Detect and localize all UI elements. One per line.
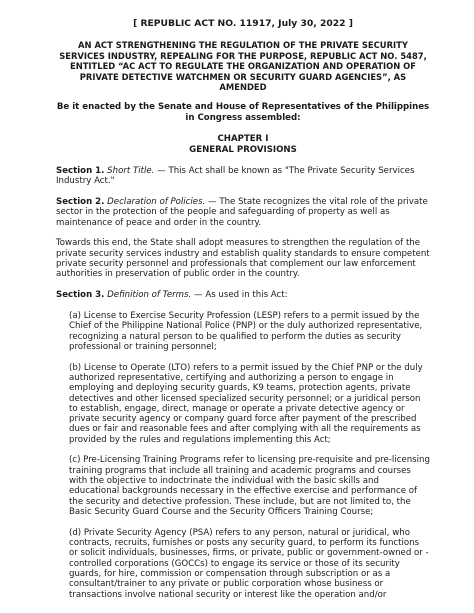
chapter-number: CHAPTER I — [217, 134, 269, 145]
document-page — [56, 0, 430, 610]
section-1-text: — This Act shall be known as "The Private Security Services Industry Act." — [56, 165, 415, 187]
section-3-heading: Definition of Terms. — [107, 290, 192, 301]
section-1 — [56, 166, 430, 187]
section-2 — [56, 197, 430, 228]
section-2-heading: Declaration of Policies. — [107, 197, 206, 208]
section-3 — [56, 290, 430, 300]
definition-d: (d) Private Security Agency (PSA) refers to any person, natural or juridical, who contracts, recruits, furnishes or posts any security guard, to perform its functions or solicit individuals, businesses, firms, or private, public or government-owned or -controlled corporations (GOCCs) to engage its service or those of its security guards, for hire, commission or compensation through subscription or as a consultant/trainer to any private or public corporation whose business or transactions involve national security or interest like the operation and/or — [69, 527, 429, 600]
definition-b: (b) License to Operate (LTO) refers to a permit issued by the Chief PNP or the duly authorized representative, certifying and authorizing a person to engage in employing and deploying security guards, K9 teams, protection agents, private detectives and other licensed specialized security personnel; or a juridical person to establish, engage, direct, manage or operate a private detective agency or private security agency or company guard force after payment of the prescribed dues or fair and reasonable fees and after complying with all the requirements as provided by the rules and regulations implementing this Act; — [69, 362, 423, 445]
act-title: AN ACT STRENGTHENING THE REGULATION OF THE PRIVATE SECURITY SERVICES INDUSTRY, REPEALING FOR THE PURPOSE, REPUBLIC ACT NO. 5487, ENTITLED “AC ACT TO REGULATE THE ORGANIZATION AND OPERATION OF PRIVATE DETECTIVE WATCHMEN OR SECURITY GUARD AGENCIES”, AS AMENDED — [59, 40, 427, 92]
section-1-heading: Short Title. — [107, 165, 155, 176]
chapter-name: GENERAL PROVISIONS — [189, 144, 297, 155]
chapter-heading — [56, 134, 430, 155]
section-2-text: — The State recognizes the vital role of the private sector in the protection of the people and safeguarding of property as well as maintenance of peace and order in the country. — [56, 197, 428, 228]
definition-a: (a) License to Exercise Security Profession (LESP) refers to a permit issued by the Chief of the Philippine National Police (PNP) or the duly authorized representative, recognizing a natural person to be qualified to perform the duties as security professional or training personnel; — [69, 310, 423, 352]
definition-c: (c) Pre-Licensing Training Programs refer to licensing pre-requisite and pre-licensing training programs that include all training and academic programs and courses with the objective to indoctrinate the individual with the basic skills and educational backgrounds necessary in the effective exercise and performance of the security and detective profession. These include, but are not limited to, the Basic Security Guard Course and the Security Officers Training Course; — [69, 455, 430, 517]
section-1-label: Section 1. — [56, 165, 105, 176]
section-3-label: Section 3. — [56, 290, 105, 301]
enacting-clause: Be it enacted by the Senate and House of Representatives of the Philippines in Congress assembled: — [56, 102, 430, 123]
section-2-label: Section 2. — [56, 197, 105, 208]
section-2-paragraph-2: Towards this end, the State shall adopt measures to strengthen the regulation of the private security services industry and establish quality standards to ensure competent private security personnel and professionals that complement our law enforcement authorities in preservation of public order in the country. — [56, 238, 430, 280]
act-number-heading: [ REPUBLIC ACT NO. 11917, July 30, 2022 ] — [133, 18, 353, 29]
section-3-text: — As used in this Act: — [191, 290, 288, 301]
